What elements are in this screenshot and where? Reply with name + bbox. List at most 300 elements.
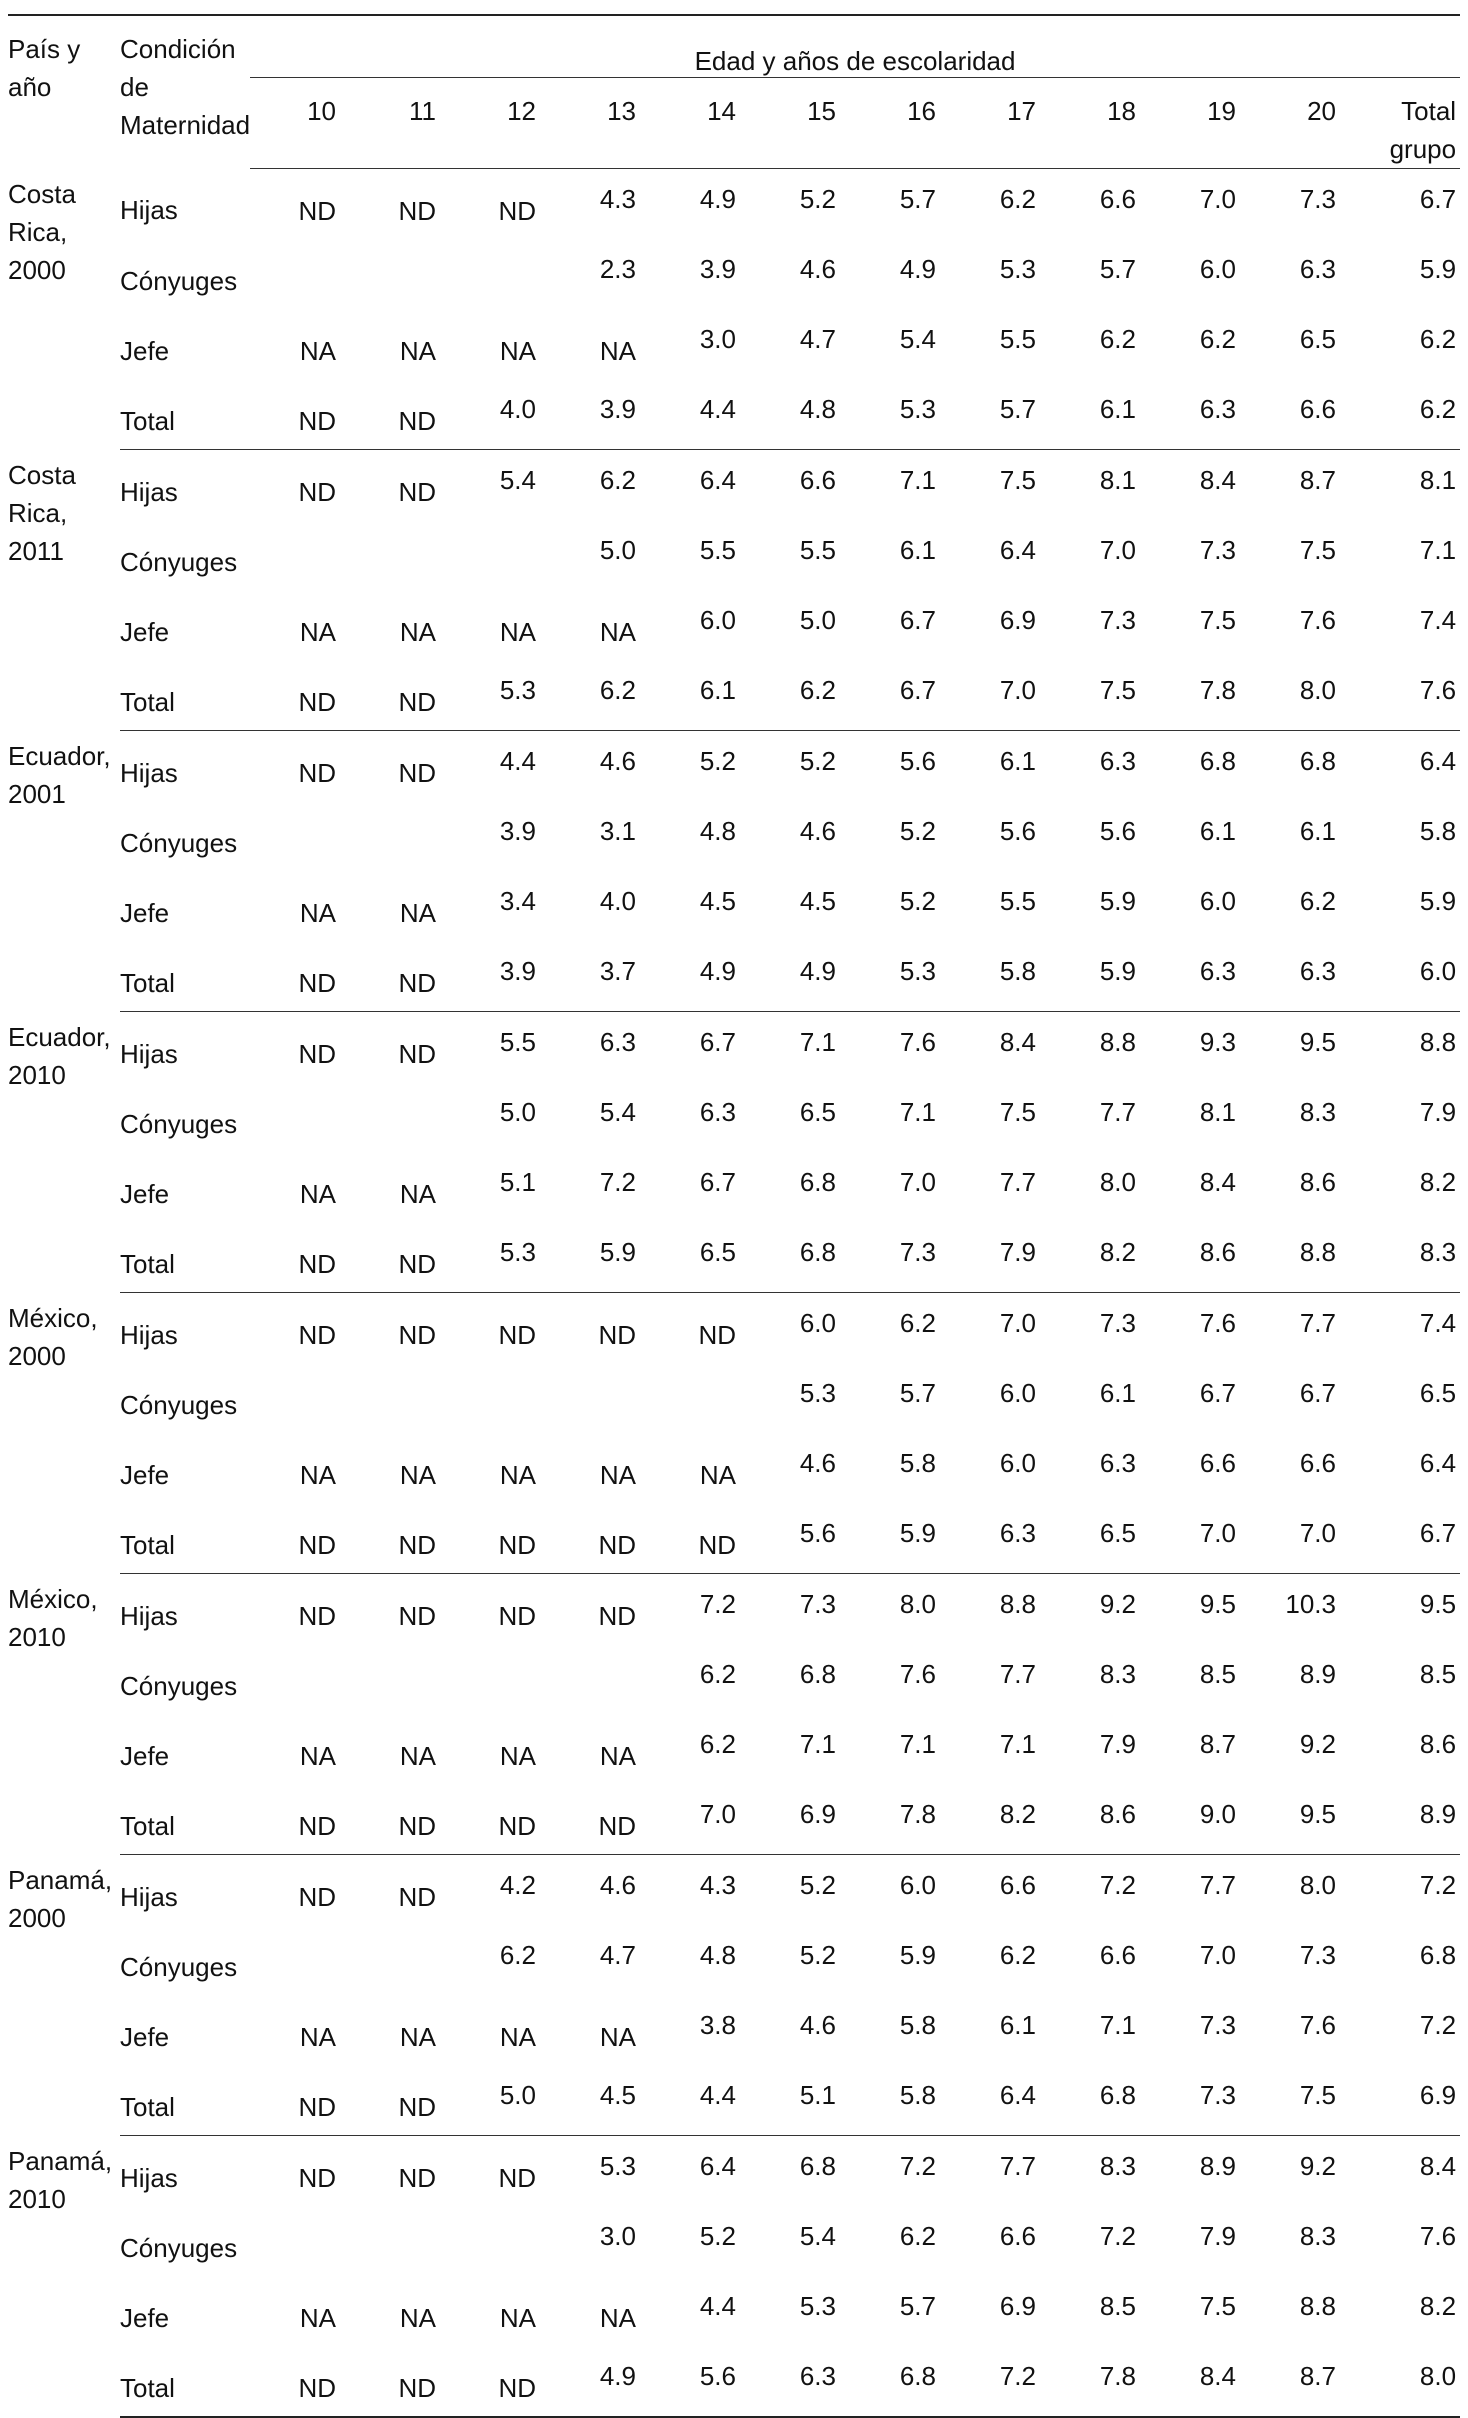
table-cell [250,1925,340,1995]
table-cell: 6.0 [899,1869,936,1900]
table-cell: ND [298,1038,336,1069]
table-cell: 5.5 [699,534,736,565]
table-cell: 7.1 [1419,534,1457,565]
table-cell [250,2206,340,2276]
table-cell: 8.2 [1040,1222,1140,1293]
table-cell: 9.3 [1199,1026,1236,1057]
table-cell: 6.3 [699,1096,736,1127]
table-cell: 9.5 [1240,1784,1340,1855]
table-cell: 4.5 [799,885,836,916]
table-cell: 5.5 [999,885,1036,916]
table-row [8,520,1460,590]
table-cell: 7.5 [1199,604,1236,635]
table-cell: 5.7 [899,183,936,214]
table-cell [340,1644,440,1714]
table-cell: 6.4 [1419,1447,1457,1478]
table-cell: 6.6 [999,1869,1036,1900]
table-cell: 8.1 [1199,1096,1236,1127]
table-cell: 5.9 [1099,885,1136,916]
table-row [8,1293,1460,1364]
table-cell: ND [598,1600,636,1631]
table-cell: 7.2 [1419,2009,1457,2040]
table-cell: 7.3 [1199,534,1236,565]
table-cell: 6.3 [599,1026,636,1057]
table-cell: 7.7 [1099,1096,1136,1127]
table-cell: 8.1 [1419,464,1457,495]
column-header: 14 [640,84,740,169]
table-cell: ND [498,2162,536,2193]
table-row [8,1995,1460,2065]
table-cell: 6.2 [899,2220,936,2251]
table-cell: 7.1 [1099,2009,1136,2040]
table-cell: 8.9 [1340,1784,1460,1855]
table-cell: 5.7 [940,379,1040,450]
table-cell: 7.7 [999,2150,1036,2181]
table-cell: 5.5 [499,1026,536,1057]
table-cell: 6.2 [599,464,636,495]
column-header: 12 [440,84,540,169]
table-cell: 7.9 [1419,1096,1457,1127]
table-cell: 6.2 [1199,323,1236,354]
table-cell: 5.2 [799,745,836,776]
table-cell: 7.2 [1099,2220,1136,2251]
table-cell: 7.8 [1140,660,1240,731]
table-cell: 5.2 [799,1869,836,1900]
table-cell: ND [498,1600,536,1631]
table-cell [340,801,440,871]
table-cell: 7.0 [999,1307,1036,1338]
table-cell: ND [598,1319,636,1350]
table-cell: 7.4 [1419,1307,1457,1338]
table-cell: 6.7 [840,660,940,731]
table-cell: 3.8 [699,2009,736,2040]
table-cell: ND [298,195,336,226]
table-cell: 6.2 [540,660,640,731]
table-cell: 4.5 [699,885,736,916]
table-cell: ND [340,660,440,731]
table-cell: 8.0 [1340,2346,1460,2417]
table-cell: 8.4 [1199,464,1236,495]
condition-label: Hijas [120,2162,178,2193]
table-cell: 6.1 [899,534,936,565]
table-cell: 4.4 [499,745,536,776]
table-cell: 4.9 [640,941,740,1012]
header-condition: Condición de Maternidad [120,34,251,140]
table-cell: NA [299,2021,336,2052]
table-cell: 2.3 [599,253,636,284]
table-cell: 5.3 [440,1222,540,1293]
table-cell: 6.3 [1099,745,1136,776]
table-cell: 7.5 [1299,534,1336,565]
table-cell: NA [299,1740,336,1771]
table-cell: NA [299,2302,336,2333]
table-cell: 8.4 [1199,1166,1236,1197]
table-cell: 7.0 [899,1166,936,1197]
table-cell: 5.9 [840,1503,940,1574]
table-cell: 5.9 [540,1222,640,1293]
condition-label: Jefe [120,1459,170,1490]
table-cell: 4.6 [799,2009,836,2040]
table-cell: 7.2 [899,2150,936,2181]
table-cell: 7.1 [899,464,936,495]
table-cell: 7.7 [999,1166,1036,1197]
country-year-label: México, 2000 [8,1302,98,1371]
table-cell: 8.9 [1299,1658,1336,1689]
condition-label: Cónyuges [120,1108,238,1139]
table-cell: 6.7 [1199,1377,1236,1408]
table-cell: 4.8 [699,815,736,846]
table-cell: NA [499,1459,536,1490]
table-cell [440,1644,540,1714]
table-cell [340,1363,440,1433]
condition-label: Cónyuges [120,827,238,858]
table-cell: 7.2 [940,2346,1040,2417]
table-cell: NA [599,616,636,647]
table-cell: 6.5 [1419,1377,1457,1408]
table-cell: 6.7 [699,1166,736,1197]
table-cell: 8.1 [1099,464,1136,495]
table-cell [340,1082,440,1152]
table-row [8,871,1460,941]
table-cell: 4.3 [599,183,636,214]
table-cell: 5.9 [899,1939,936,1970]
table-cell [540,1644,640,1714]
table-cell: 6.2 [740,660,840,731]
table-cell: 7.1 [999,1728,1036,1759]
table-cell: 4.9 [540,2346,640,2417]
header-age-schooling [250,15,1460,84]
table-row [8,660,1460,731]
table-cell: 8.8 [1299,2290,1336,2321]
table-cell: ND [698,1319,736,1350]
table-cell: 7.1 [899,1728,936,1759]
table-cell: ND [440,1784,540,1855]
table-cell: 7.0 [1199,183,1236,214]
table-cell: 6.7 [1340,1503,1460,1574]
table-cell: 4.4 [640,2065,740,2136]
table-cell: 6.8 [799,2150,836,2181]
table-cell: NA [499,2021,536,2052]
table-cell: 5.8 [940,941,1040,1012]
table-row [8,239,1460,309]
table-cell: 7.9 [1099,1728,1136,1759]
table-cell: 7.1 [799,1026,836,1057]
table-cell [340,2206,440,2276]
condition-label: Jefe [120,897,170,928]
table-cell: 8.6 [1040,1784,1140,1855]
table-cell: ND [250,941,340,1012]
table-cell: 5.0 [499,1096,536,1127]
table-cell: 4.6 [799,253,836,284]
condition-label: Hijas [120,1319,178,1350]
table-cell: NA [299,335,336,366]
table-cell [250,1082,340,1152]
table-cell: 7.3 [1299,183,1336,214]
table-cell: 6.7 [1419,183,1457,214]
table-cell: 7.0 [1199,1939,1236,1970]
table-cell: 7.3 [840,1222,940,1293]
table-row [8,1503,1460,1574]
table-row [8,1714,1460,1784]
table-cell: 8.6 [1299,1166,1336,1197]
table-cell: 7.5 [1240,2065,1340,2136]
table-cell: 7.0 [940,660,1040,731]
table-cell: 7.3 [1199,2009,1236,2040]
condition-label: Total [120,1222,250,1293]
table-cell: 5.1 [740,2065,840,2136]
table-cell: 3.4 [499,885,536,916]
table-cell: 7.3 [1140,2065,1240,2136]
table-cell: 6.0 [799,1307,836,1338]
table-row [8,450,1460,521]
table-cell: 5.3 [799,1377,836,1408]
table-cell: 6.2 [1340,379,1460,450]
table-cell: 5.4 [799,2220,836,2251]
table-cell: NA [399,897,436,928]
table-cell: 5.6 [740,1503,840,1574]
table-cell: ND [250,379,340,450]
table-cell: 6.4 [940,2065,1040,2136]
table-header [8,15,1460,169]
table-row [8,1152,1460,1222]
table-cell: 7.8 [1040,2346,1140,2417]
table-cell: 6.3 [740,2346,840,2417]
data-table-page [8,14,1460,2418]
table-cell: 4.9 [740,941,840,1012]
table-cell: ND [398,1881,436,1912]
table-cell: 6.3 [1140,379,1240,450]
table-cell [540,1363,640,1433]
table-cell: 6.6 [1199,1447,1236,1478]
table-row [8,2276,1460,2346]
table-cell: 6.2 [699,1658,736,1689]
table-cell: 3.9 [440,941,540,1012]
country-year-label: Costa Rica, 2000 [8,178,76,285]
table-cell: NA [399,2021,436,2052]
condition-label: Jefe [120,1178,170,1209]
table-cell: 6.3 [1140,941,1240,1012]
table-cell: 8.4 [999,1026,1036,1057]
table-cell: 3.0 [699,323,736,354]
table-cell: 6.9 [999,604,1036,635]
condition-label: Cónyuges [120,265,238,296]
condition-label: Cónyuges [120,546,238,577]
table-cell: 7.0 [640,1784,740,1855]
table-cell: 9.0 [1140,1784,1240,1855]
table-cell: 5.3 [599,2150,636,2181]
table-cell: 9.2 [1299,1728,1336,1759]
table-row [8,1222,1460,1293]
table-row [8,1574,1460,1645]
table-cell: ND [250,1784,340,1855]
table-cell: 6.8 [799,1658,836,1689]
table-row [8,2346,1460,2417]
table-cell: 7.6 [899,1658,936,1689]
table-cell [250,239,340,309]
table-cell: 7.5 [999,1096,1036,1127]
country-year-label: México, 2010 [8,1583,98,1652]
table-cell [340,239,440,309]
table-cell: 5.7 [899,2290,936,2321]
table-cell: 5.4 [899,323,936,354]
table-cell: 6.2 [1099,323,1136,354]
table-cell: ND [398,1038,436,1069]
table-cell: 6.7 [699,1026,736,1057]
table-cell [440,1363,540,1433]
table-cell: 6.8 [1040,2065,1140,2136]
table-cell: 7.5 [1040,660,1140,731]
table-row [8,2065,1460,2136]
table-cell: 6.4 [1419,745,1457,776]
country-year-label: Costa Rica, 2011 [8,459,76,566]
table-cell: 6.1 [1040,379,1140,450]
condition-label: Total [120,1503,250,1574]
table-cell: ND [250,1222,340,1293]
table-cell: 7.6 [1299,604,1336,635]
table-row [8,801,1460,871]
table-cell: 6.7 [899,604,936,635]
table-cell: ND [398,1319,436,1350]
table-cell: 5.2 [699,745,736,776]
table-cell: 8.6 [1419,1728,1457,1759]
table-cell: 6.1 [1299,815,1336,846]
table-cell [640,1363,740,1433]
table-cell: 6.0 [999,1377,1036,1408]
table-cell: 6.6 [999,2220,1036,2251]
table-cell: 6.2 [999,183,1036,214]
table-cell: 6.4 [699,2150,736,2181]
table-row [8,1925,1460,1995]
table-cell: NA [299,1178,336,1209]
table-cell: ND [398,195,436,226]
table-cell: 5.6 [1099,815,1136,846]
table-cell: 5.4 [599,1096,636,1127]
table-cell: 5.2 [899,885,936,916]
table-cell: 4.0 [440,379,540,450]
table-cell: 8.0 [899,1588,936,1619]
table-cell: 6.8 [799,1166,836,1197]
country-year-label: Panamá, 2010 [8,2145,113,2214]
table-cell: ND [340,379,440,450]
table-cell: 7.0 [1240,1503,1340,1574]
table-cell: 5.3 [799,2290,836,2321]
table-cell: 8.2 [1419,2290,1457,2321]
table-cell: 3.9 [699,253,736,284]
table-cell: ND [398,757,436,788]
table-cell: 6.8 [840,2346,940,2417]
table-cell: 5.1 [499,1166,536,1197]
column-header: 17 [940,84,1040,169]
table-cell: 8.4 [1140,2346,1240,2417]
table-cell: 5.6 [640,2346,740,2417]
table-cell: 7.3 [1099,604,1136,635]
table-cell: 6.6 [1099,1939,1136,1970]
table-cell: 9.5 [1199,1588,1236,1619]
table-cell: 7.2 [699,1588,736,1619]
table-cell: NA [499,1740,536,1771]
table-cell: 6.3 [1099,1447,1136,1478]
condition-label: Jefe [120,335,170,366]
table-cell: 5.9 [1419,885,1457,916]
table-cell: 6.5 [1299,323,1336,354]
table-cell: NA [599,2302,636,2333]
column-header: 13 [540,84,640,169]
column-header: 15 [740,84,840,169]
table-cell: 8.5 [1199,1658,1236,1689]
table-cell: 7.9 [940,1222,1040,1293]
table-cell: 6.8 [1199,745,1236,776]
table-cell: 8.7 [1299,464,1336,495]
table-cell: 7.6 [1340,660,1460,731]
table-row [8,2206,1460,2276]
table-cell [440,520,540,590]
table-cell: 4.6 [599,745,636,776]
table-cell: ND [340,1784,440,1855]
country-year-label: Panamá, 2000 [8,1864,113,1933]
condition-label: Total [120,2346,250,2417]
table-cell: 6.6 [1099,183,1136,214]
table-cell [440,2206,540,2276]
table-cell: 6.6 [1240,379,1340,450]
table-cell: 5.3 [840,379,940,450]
table-cell: 4.0 [599,885,636,916]
table-cell: 7.3 [1099,1307,1136,1338]
table-cell: 7.6 [1199,1307,1236,1338]
table-cell: 5.0 [440,2065,540,2136]
table-cell: 5.3 [840,941,940,1012]
table-cell: NA [399,2302,436,2333]
table-cell: 5.7 [899,1377,936,1408]
table-cell: 5.2 [799,1939,836,1970]
table-row [8,1082,1460,1152]
condition-label: Hijas [120,195,178,226]
table-cell [340,520,440,590]
column-header: Total grupo [1340,84,1460,169]
table-cell: 6.9 [1340,2065,1460,2136]
condition-label: Hijas [120,1600,178,1631]
table-cell: 7.4 [1419,604,1457,635]
table-cell: 8.7 [1199,1728,1236,1759]
table-cell: ND [398,476,436,507]
table-cell: 7.7 [1299,1307,1336,1338]
table-cell: 5.3 [440,660,540,731]
table-row [8,1784,1460,1855]
table-cell: 5.8 [1419,815,1457,846]
table-cell: 6.1 [999,745,1036,776]
table-cell: ND [340,1503,440,1574]
table-cell [440,239,540,309]
condition-label: Jefe [120,2302,170,2333]
table-cell: 6.9 [999,2290,1036,2321]
table-row [8,379,1460,450]
table-cell: 3.9 [499,815,536,846]
table-cell: NA [299,616,336,647]
table-row [8,731,1460,802]
table-cell: NA [299,897,336,928]
table-cell: 7.1 [899,1096,936,1127]
table-cell: 5.0 [799,604,836,635]
table-row [8,1433,1460,1503]
condition-label: Total [120,1784,250,1855]
country-year-label: Ecuador, 2010 [8,1021,111,1090]
table-cell: 6.0 [1199,253,1236,284]
table-cell: 6.7 [1299,1377,1336,1408]
table-cell: ND [340,2346,440,2417]
table-cell: 8.3 [1099,2150,1136,2181]
table-cell: 6.0 [1199,885,1236,916]
table-cell: 4.6 [599,1869,636,1900]
table-cell: 4.4 [640,379,740,450]
